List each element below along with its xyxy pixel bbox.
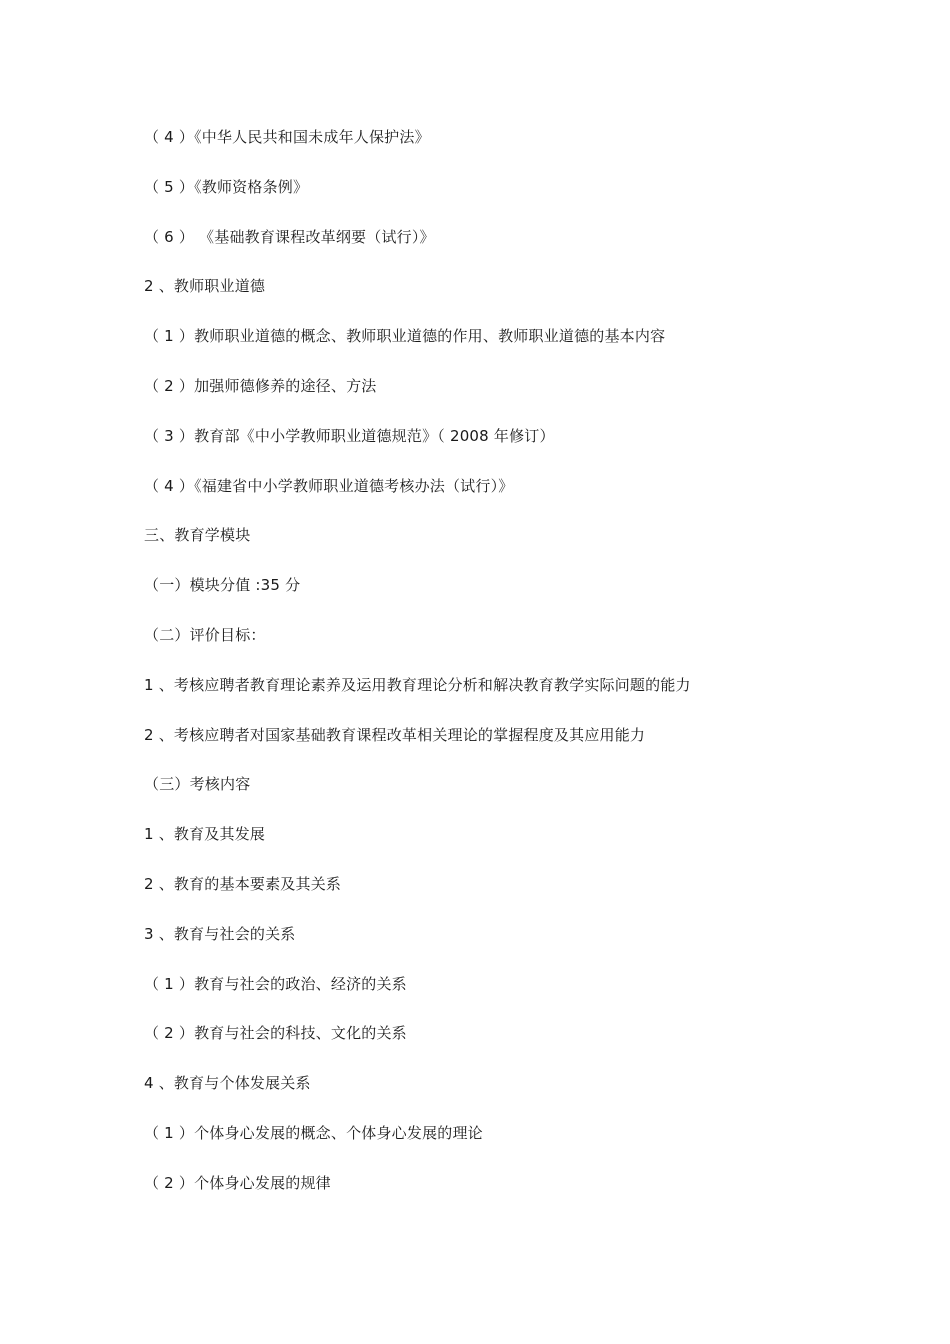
section-heading-professional-ethics: 2 、教师职业道德 bbox=[144, 277, 266, 296]
subheading-assessment-content: （三）考核内容 bbox=[144, 775, 251, 794]
list-item-teacher-qualification-regulation: （ 5 ）《教师资格条例》 bbox=[144, 177, 309, 196]
list-item-politics-economy: （ 1 ）教育与社会的政治、经济的关系 bbox=[144, 974, 407, 993]
list-item-development-concepts: （ 1 ）个体身心发展的概念、个体身心发展的理论 bbox=[144, 1123, 483, 1142]
list-item-education-elements: 2 、教育的基本要素及其关系 bbox=[144, 874, 342, 893]
list-item-education-society: 3 、教育与社会的关系 bbox=[144, 924, 296, 943]
list-item-ethics-cultivation: （ 2 ）加强师德修养的途径、方法 bbox=[144, 376, 377, 395]
document-body bbox=[144, 124, 844, 1220]
list-item-ethics-concept: （ 1 ）教师职业道德的概念、教师职业道德的作用、教师职业道德的基本内容 bbox=[144, 327, 666, 346]
list-item-goal-1: 1 、考核应聘者教育理论素养及运用教育理论分析和解决教育教学实际问题的能力 bbox=[144, 675, 691, 694]
list-item-ethics-code: （ 3 ）教育部《中小学教师职业道德规范》（ 2008 年修订） bbox=[144, 426, 555, 445]
subheading-module-score: （一）模块分值 :35 分 bbox=[144, 576, 301, 595]
list-item-science-culture: （ 2 ）教育与社会的科技、文化的关系 bbox=[144, 1024, 407, 1043]
list-item-development-laws: （ 2 ）个体身心发展的规律 bbox=[144, 1173, 331, 1192]
list-item-goal-2: 2 、考核应聘者对国家基础教育课程改革相关理论的掌握程度及其应用能力 bbox=[144, 725, 646, 744]
subheading-evaluation-goals: （二）评价目标： bbox=[144, 625, 266, 644]
list-item-curriculum-reform-outline: （ 6 ） 《基础教育课程改革纲要（试行）》 bbox=[144, 227, 435, 246]
section-heading-pedagogy-module: 三、教育学模块 bbox=[144, 526, 251, 545]
list-item-individual-development: 4 、教育与个体发展关系 bbox=[144, 1074, 311, 1093]
list-item-education-development: 1 、教育及其发展 bbox=[144, 825, 266, 844]
list-item-law-minors-protection: （ 4 ）《中华人民共和国未成年人保护法》 bbox=[144, 128, 430, 146]
list-item-fujian-assessment: （ 4 ）《福建省中小学教师职业道德考核办法（试行）》 bbox=[144, 476, 514, 495]
